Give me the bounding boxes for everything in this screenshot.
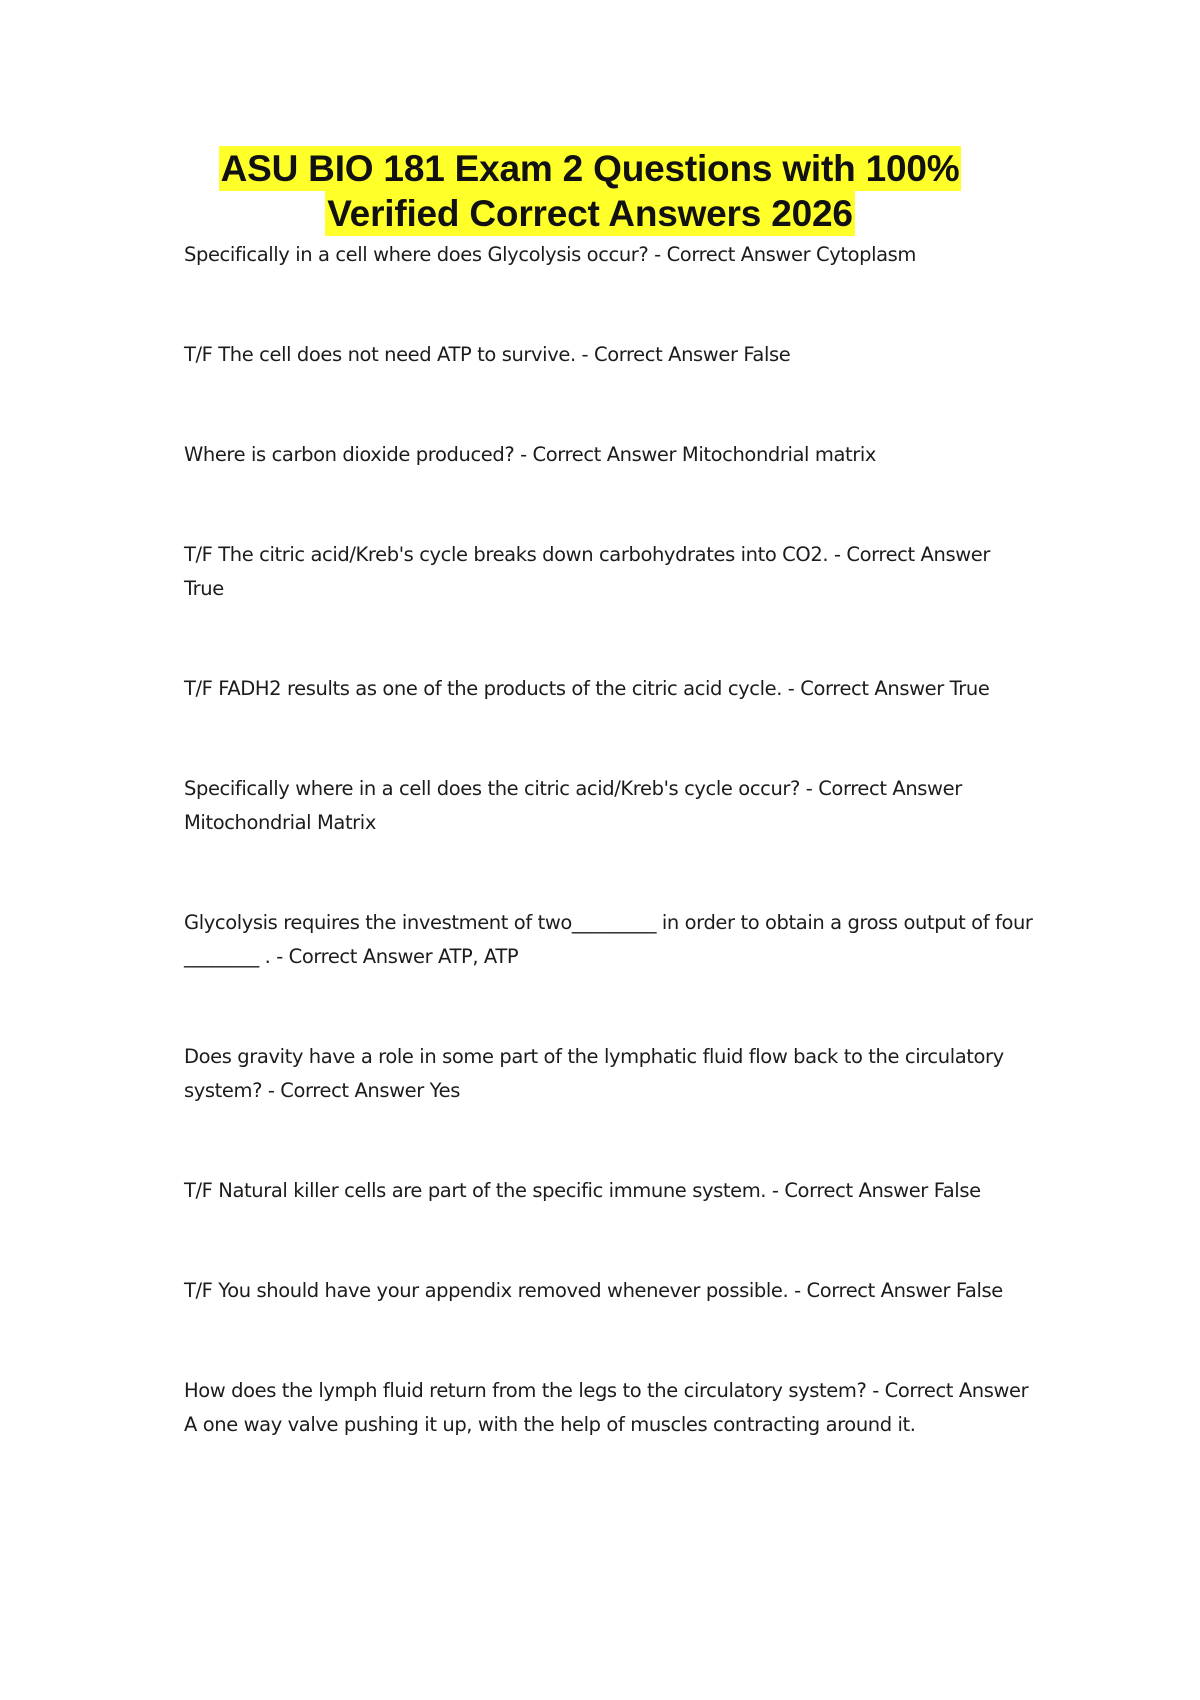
title-line-1: ASU BIO 181 Exam 2 Questions with 100%	[220, 148, 960, 189]
qa-item-11: How does the lymph fluid return from the legs to the circulatory system? - Correct Answer A one way valve pushing it up, with the help of muscles contracting around it.	[184, 1379, 1029, 1436]
title-line-2: Verified Correct Answers 2026	[327, 193, 853, 234]
qa-item-9: T/F Natural killer cells are part of the specific immune system. - Correct Answer False	[184, 1179, 981, 1202]
qa-item-8: Does gravity have a role in some part of the lymphatic fluid flow back to the circulatory system? - Correct Answer Yes	[184, 1045, 1004, 1102]
qa-item-6: Specifically where in a cell does the citric acid/Kreb's cycle occur? - Correct Answer Mitochondrial Matrix	[184, 777, 962, 834]
qa-item-10: T/F You should have your appendix removed whenever possible. - Correct Answer False	[184, 1279, 1003, 1302]
qa-item-1: Specifically in a cell where does Glycolysis occur? - Correct Answer Cytoplasm	[184, 243, 917, 266]
qa-item-4: T/F The citric acid/Kreb's cycle breaks down carbohydrates into CO2. - Correct Answer True	[184, 543, 990, 600]
qa-list	[184, 238, 1034, 1508]
qa-item-7: Glycolysis requires the investment of two_________ in order to obtain a gross output of four ________ . - Correct Answer ATP, ATP	[184, 911, 1033, 968]
qa-item-3: Where is carbon dioxide produced? - Correct Answer Mitochondrial matrix	[184, 443, 877, 466]
qa-item-5: T/F FADH2 results as one of the products of the citric acid cycle. - Correct Answer True	[184, 677, 990, 700]
qa-item-2: T/F The cell does not need ATP to survive. - Correct Answer False	[184, 343, 791, 366]
document-title	[150, 146, 1030, 236]
